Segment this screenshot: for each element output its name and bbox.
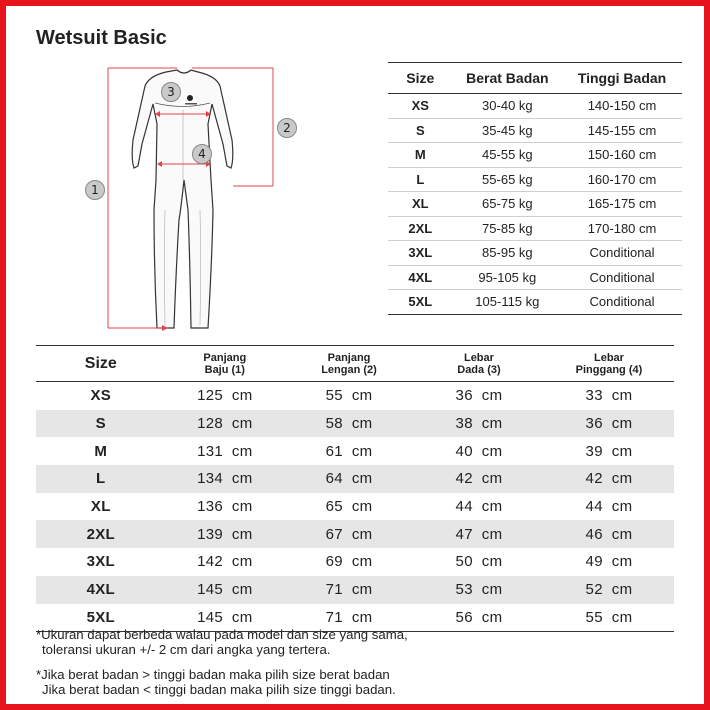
cell-length: 139 cm xyxy=(166,520,284,548)
table-row xyxy=(388,118,682,143)
measure-badge-3: 3 xyxy=(161,82,181,102)
table-header-row xyxy=(388,63,682,94)
cell-size: 2XL xyxy=(388,216,453,241)
cell-length: 145 cm xyxy=(166,604,284,632)
cell-length: 142 cm xyxy=(197,553,253,571)
header-height: Tinggi Badan xyxy=(562,63,682,94)
cell-height: Conditional xyxy=(562,241,682,266)
header-sleeve-line1: Panjang xyxy=(327,351,371,364)
header-waist-line1: Lebar xyxy=(593,351,624,364)
table-row xyxy=(36,382,674,410)
cell-sleeve: 64 cm xyxy=(284,465,414,493)
cell-sleeve: 67 cm xyxy=(284,520,414,548)
note-2-line-2: Jika berat badan < tinggi badan maka pilih size tinggi badan. xyxy=(42,682,396,697)
header-chest xyxy=(414,346,544,382)
cell-length: 131 cm xyxy=(197,442,253,460)
cell-size: 4XL xyxy=(36,576,166,604)
table-row xyxy=(36,493,674,521)
table-row xyxy=(36,576,674,604)
cell-size: M xyxy=(388,143,453,168)
cell-waist: 44 cm xyxy=(585,498,633,516)
note-1-line-1: *Ukuran dapat berbeda walau pada model dan size yang sama, xyxy=(36,627,408,642)
size-weight-height-table xyxy=(388,62,682,315)
cell-length: 134 cm xyxy=(166,465,284,493)
cell-weight: 55-65 kg xyxy=(453,167,562,192)
wetsuit-figure xyxy=(80,60,310,335)
cell-chest: 36 cm xyxy=(455,387,503,405)
table-row xyxy=(388,265,682,290)
cell-height: Conditional xyxy=(562,265,682,290)
header-sleeve xyxy=(284,346,414,382)
header-sleeve-line2: Lengan (2) xyxy=(321,363,377,376)
cell-length: 128 cm xyxy=(166,410,284,438)
table-row xyxy=(388,192,682,217)
cell-length: 125 cm xyxy=(197,387,253,405)
cell-weight: 35-45 kg xyxy=(453,118,562,143)
cell-size: 3XL xyxy=(388,241,453,266)
wetsuit-illustration xyxy=(80,60,310,335)
header-waist xyxy=(544,346,674,382)
header-chest-line1: Lebar xyxy=(463,351,494,364)
cell-size: M xyxy=(94,442,108,460)
cell-sleeve: 71 cm xyxy=(284,576,414,604)
wetsuit-outline xyxy=(132,70,233,328)
cell-size: S xyxy=(36,410,166,438)
cell-chest: 44 cm xyxy=(455,498,503,516)
cell-height: Conditional xyxy=(562,290,682,315)
measurement-table xyxy=(36,345,674,632)
cell-size: 5XL xyxy=(36,604,166,632)
cell-size: L xyxy=(388,167,453,192)
table-row xyxy=(388,216,682,241)
table-header-row xyxy=(36,346,674,382)
cell-waist: 42 cm xyxy=(544,465,674,493)
cell-waist: 52 cm xyxy=(544,576,674,604)
table-row xyxy=(388,143,682,168)
header-size: Size xyxy=(388,63,453,94)
header-waist-line2: Pinggang (4) xyxy=(575,363,643,376)
cell-waist: 46 cm xyxy=(544,520,674,548)
cell-waist: 39 cm xyxy=(585,442,633,460)
table-row xyxy=(388,241,682,266)
measure-badge-1: 1 xyxy=(85,180,105,200)
cell-chest: 38 cm xyxy=(414,410,544,438)
notes-section xyxy=(36,627,676,697)
measure-badge-2: 2 xyxy=(277,118,297,138)
cell-height: 165-175 cm xyxy=(562,192,682,217)
table-row xyxy=(36,465,674,493)
cell-height: 145-155 cm xyxy=(562,118,682,143)
cell-size: S xyxy=(388,118,453,143)
cell-waist: 55 cm xyxy=(544,604,674,632)
cell-chest: 42 cm xyxy=(414,465,544,493)
header-chest-line2: Dada (3) xyxy=(457,363,501,376)
header-length-line1: Panjang xyxy=(203,351,247,364)
cell-sleeve: 55 cm xyxy=(325,387,373,405)
cell-height: 140-150 cm xyxy=(562,94,682,119)
cell-size: 2XL xyxy=(36,520,166,548)
header-length xyxy=(166,346,284,382)
note-1-line-2: toleransi ukuran +/- 2 cm dari angka yang tertera. xyxy=(42,642,331,657)
cell-waist: 49 cm xyxy=(585,553,633,571)
cell-chest: 56 cm xyxy=(414,604,544,632)
cell-size: XS xyxy=(90,387,112,405)
cell-size: 4XL xyxy=(388,265,453,290)
cell-waist: 36 cm xyxy=(544,410,674,438)
cell-height: 160-170 cm xyxy=(562,167,682,192)
cell-chest: 50 cm xyxy=(455,553,503,571)
cell-chest: 47 cm xyxy=(414,520,544,548)
cell-sleeve: 61 cm xyxy=(325,442,373,460)
cell-sleeve: 71 cm xyxy=(284,604,414,632)
cell-weight: 30-40 kg xyxy=(453,94,562,119)
table-row xyxy=(36,520,674,548)
cell-size: L xyxy=(36,465,166,493)
table-row xyxy=(388,290,682,315)
header-length-line2: Baju (1) xyxy=(204,363,245,376)
cell-height: 170-180 cm xyxy=(562,216,682,241)
cell-sleeve: 65 cm xyxy=(325,498,373,516)
cell-weight: 45-55 kg xyxy=(453,143,562,168)
cell-weight: 75-85 kg xyxy=(453,216,562,241)
page-title: Wetsuit Basic xyxy=(36,27,167,49)
note-2-line-1: *Jika berat badan > tinggi badan maka pilih size berat badan xyxy=(36,667,390,682)
cell-size: 3XL xyxy=(86,553,115,571)
table-row xyxy=(36,548,674,576)
cell-size: 5XL xyxy=(388,290,453,315)
table-row xyxy=(36,437,674,465)
cell-size: XL xyxy=(90,498,111,516)
cell-size: XS xyxy=(388,94,453,119)
cell-length: 136 cm xyxy=(197,498,253,516)
cell-chest: 53 cm xyxy=(414,576,544,604)
cell-weight: 105-115 kg xyxy=(453,290,562,315)
cell-weight: 85-95 kg xyxy=(453,241,562,266)
header-size: Size xyxy=(36,346,166,382)
header-weight: Berat Badan xyxy=(453,63,562,94)
cell-sleeve: 58 cm xyxy=(284,410,414,438)
cell-weight: 65-75 kg xyxy=(453,192,562,217)
cell-sleeve: 69 cm xyxy=(325,553,373,571)
cell-size: XL xyxy=(388,192,453,217)
table-row xyxy=(36,410,674,438)
measure-badge-4: 4 xyxy=(192,144,212,164)
cell-length: 145 cm xyxy=(166,576,284,604)
table-row xyxy=(388,167,682,192)
table-row xyxy=(388,94,682,119)
cell-waist: 33 cm xyxy=(585,387,633,405)
cell-height: 150-160 cm xyxy=(562,143,682,168)
cell-weight: 95-105 kg xyxy=(453,265,562,290)
cell-chest: 40 cm xyxy=(455,442,503,460)
